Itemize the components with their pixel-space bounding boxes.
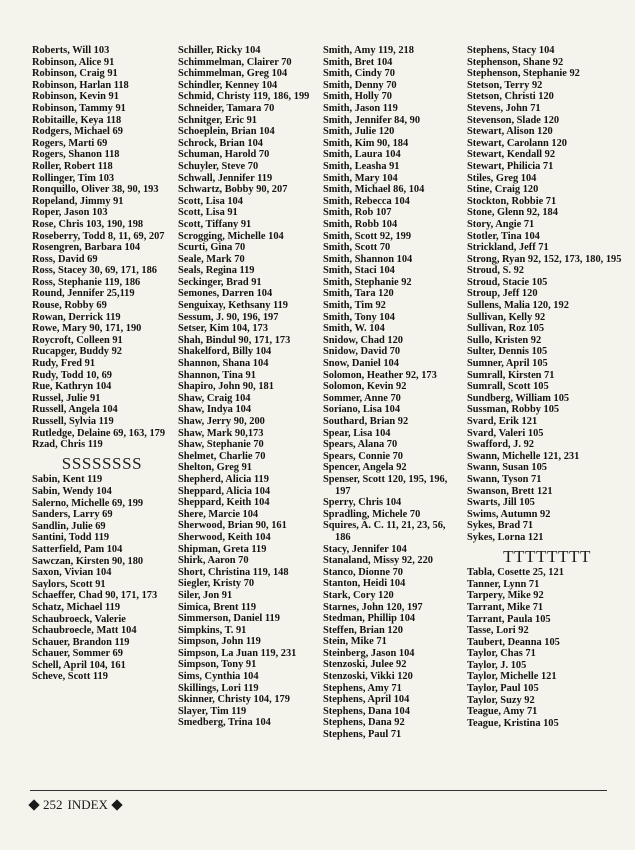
index-entry: Stiles, Greg 104	[467, 172, 537, 184]
index-entry: Stein, Mike 71	[323, 636, 387, 648]
index-entry: Smith, Kim 90, 184	[323, 137, 409, 149]
index-entry: Soriano, Lisa 104	[323, 404, 401, 416]
index-entry: Schuman, Harold 70	[178, 149, 270, 161]
index-entry: Stark, Cory 120	[323, 589, 394, 601]
index-entry: Seckinger, Brad 91	[178, 276, 262, 288]
index-entry: Sykes, Brad 71	[467, 520, 534, 532]
index-column-1	[32, 45, 172, 683]
index-entry: Starnes, John 120, 197	[323, 601, 423, 613]
index-entry: Satterfield, Pam 104	[32, 543, 123, 555]
index-column-2	[178, 45, 318, 729]
page-footer	[30, 797, 121, 813]
index-entry: Scheve, Scott 119	[32, 671, 108, 683]
index-entry: Sumrall, Kirsten 71	[467, 369, 555, 381]
index-entry: Russell, Angela 104	[32, 404, 118, 416]
index-entry: Saxon, Vivian 104	[32, 567, 112, 579]
index-entry: Tanner, Lynn 71	[467, 578, 540, 590]
index-entry: Sommer, Anne 70	[323, 392, 401, 404]
index-entry: Shapiro, John 90, 181	[178, 381, 274, 393]
index-entry: Spencer, Angela 92	[323, 462, 407, 474]
index-entry: Smith, Tara 120	[323, 288, 394, 300]
index-entry: Snow, Daniel 104	[323, 358, 399, 370]
index-entry: Roper, Jason 103	[32, 207, 108, 219]
index-entry: Schell, April 104, 161	[32, 659, 126, 671]
index-entry: Schrock, Brian 104	[178, 137, 263, 149]
index-entry: Spears, Alana 70	[323, 439, 398, 451]
index-entry: Rudy, Fred 91	[32, 358, 96, 370]
index-entry: Scrogging, Michelle 104	[178, 230, 284, 242]
index-entry: Stephens, Dana 92	[323, 717, 405, 729]
index-entry: Smith, Jason 119	[323, 102, 398, 114]
index-entry: Roseberry, Todd 8, 11, 69, 207	[32, 230, 165, 242]
index-entry: Rowan, Derrick 119	[32, 311, 121, 323]
index-entry: Shelton, Greg 91	[178, 462, 252, 474]
index-entry: Smith, Jennifer 84, 90	[323, 114, 421, 126]
index-entry: Scott, Lisa 91	[178, 207, 238, 219]
index-entry: Schauer, Brandon 119	[32, 636, 130, 648]
index-entry: Robinson, Alice 91	[32, 56, 115, 68]
index-entry: Smith, W. 104	[323, 323, 385, 335]
index-entry: Swims, Autumn 92	[467, 508, 551, 520]
index-entry: Tasse, Lori 92	[467, 625, 529, 637]
index-entry: Sullo, Kristen 92	[467, 334, 542, 346]
index-entry: Shirk, Aaron 70	[178, 555, 249, 567]
index-entry: Spears, Connie 70	[323, 450, 403, 462]
index-entry: Sullens, Malia 120, 192	[467, 300, 569, 312]
index-entry: Teague, Amy 71	[467, 706, 538, 718]
index-entry: Simpson, John 119	[178, 636, 261, 648]
index-entry: Swann, Susan 105	[467, 462, 547, 474]
index-entry: Rosengren, Barbara 104	[32, 242, 141, 254]
index-entry: Sims, Cynthia 104	[178, 671, 259, 683]
index-entry: Sabin, Wendy 104	[32, 485, 112, 497]
index-entry: Rodgers, Michael 69	[32, 126, 123, 138]
index-entry: Salerno, Michelle 69, 199	[32, 497, 144, 509]
index-entry: Sawczan, Kirsten 90, 180	[32, 555, 144, 567]
index-entry: Solomon, Kevin 92	[323, 381, 407, 393]
index-entry: Smith, Rebecca 104	[323, 195, 410, 207]
index-entry: Senguixay, Kethsany 119	[178, 300, 288, 312]
index-entry: Skinner, Christy 104, 179	[178, 694, 290, 706]
index-entry: Smith, Rob 107	[323, 207, 392, 219]
index-entry: Smith, Mary 104	[323, 172, 398, 184]
index-entry: Sykes, Lorna 121	[467, 531, 544, 543]
index-entry: Taylor, Suzy 92	[467, 694, 535, 706]
index-entry: Sussman, Robby 105	[467, 404, 560, 416]
index-entry: Ross, Stacey 30, 69, 171, 186	[32, 265, 157, 277]
index-entry: Stephens, April 104	[323, 694, 410, 706]
index-entry: Slayer, Tim 119	[178, 705, 247, 717]
index-entry: Simmerson, Daniel 119	[178, 613, 280, 625]
index-entry: Saylors, Scott 91	[32, 578, 106, 590]
index-entry: Schmid, Christy 119, 186, 199	[178, 91, 310, 103]
index-entry: Shaw, Jerry 90, 200	[178, 416, 265, 427]
index-entry: Shaw, Mark 90,173	[178, 427, 264, 439]
index-entry: Strickland, Jeff 71	[467, 242, 549, 254]
index-entry: Solomon, Heather 92, 173	[323, 369, 437, 381]
index-entry: Teague, Kristina 105	[467, 717, 559, 729]
index-entry: Stanton, Heidi 104	[323, 578, 406, 590]
page-number: 252	[43, 797, 63, 812]
index-entry: Rzad, Chris 119	[32, 439, 103, 451]
index-entry: Sperry, Chris 104	[323, 497, 402, 509]
index-entry: Swann, Michelle 121, 231	[467, 450, 580, 462]
index-entry: Schnitger, Eric 91	[178, 114, 257, 126]
index-entry: Roberts, Will 103	[32, 45, 110, 56]
index-entry: Robinson, Craig 91	[32, 68, 118, 80]
index-entry: Smith, Bret 104	[323, 56, 393, 68]
index-entry: Swafford, J. 92	[467, 439, 534, 451]
index-entry: Simpson, La Juan 119, 231	[178, 647, 297, 659]
index-entry: Ross, David 69	[32, 253, 98, 265]
index-entry: Roller, Robert 118	[32, 160, 113, 172]
index-entry: Ross, Stephanie 119, 186	[32, 276, 141, 288]
index-entry: Smith, Shannon 104	[323, 253, 413, 265]
index-entry: Schimmelman, Greg 104	[178, 68, 288, 80]
index-entry: Schatz, Michael 119	[32, 601, 121, 613]
index-entry: Stephenson, Stephanie 92	[467, 68, 580, 80]
index-entry: Stroud, Stacie 105	[467, 276, 548, 288]
index-entry: Smith, Denny 70	[323, 79, 397, 91]
index-entry: Shah, Bindul 90, 171, 173	[178, 334, 291, 346]
index-entry: Scott, Tiffany 91	[178, 218, 252, 230]
index-entry: Stroup, Jeff 120	[467, 288, 538, 300]
index-entry: Schiller, Ricky 104	[178, 45, 261, 56]
index-entry: Stotler, Tina 104	[467, 230, 540, 242]
index-entry: Scott, Lisa 104	[178, 195, 243, 207]
index-entry: Spenser, Scott 120, 195, 196, 197	[323, 473, 448, 497]
index-entry: Stenzoski, Vikki 120	[323, 671, 413, 683]
index-entry: Squires, A. C. 11, 21, 23, 56, 186	[323, 520, 446, 543]
index-entry: Schoeplein, Brian 104	[178, 126, 275, 138]
index-entry: Smith, Robb 104	[323, 218, 398, 230]
index-entry: Southard, Brian 92	[323, 416, 409, 427]
index-column-3	[323, 45, 463, 741]
index-entry: Russel, Julie 91	[32, 392, 101, 404]
index-entry: Smith, Scott 70	[323, 242, 391, 254]
index-entry: Smith, Tim 92	[323, 300, 386, 312]
index-entry: Snidow, David 70	[323, 346, 401, 358]
diamond-icon	[28, 799, 39, 810]
index-entry: Shere, Marcie 104	[178, 508, 259, 520]
index-entry: Schaeffer, Chad 90, 171, 173	[32, 590, 158, 602]
index-entry: Siler, Jon 91	[178, 589, 233, 601]
index-entry: Robinson, Harlan 118	[32, 79, 129, 91]
index-entry: Shaw, Indya 104	[178, 404, 252, 416]
index-entry: Taylor, Michelle 121	[467, 671, 557, 683]
index-entry: Steffen, Brian 120	[323, 624, 403, 636]
index-entry: Shaw, Craig 104	[178, 392, 251, 404]
index-entry: Smith, Leasha 91	[323, 160, 400, 172]
index-entry: Round, Jennifer 25,119	[32, 288, 135, 300]
index-entry: Sundberg, William 105	[467, 392, 570, 404]
index-entry: Smith, Holly 70	[323, 91, 392, 103]
footer-rule	[30, 790, 607, 791]
index-entry: Rogers, Marti 69	[32, 137, 108, 149]
index-entry: Sullivan, Roz 105	[467, 323, 545, 335]
index-entry: Setser, Kim 104, 173	[178, 323, 268, 335]
index-entry: Rogers, Shanon 118	[32, 149, 120, 161]
index-entry: Schaubroecle, Matt 104	[32, 625, 137, 637]
index-entry: Tarpery, Mike 92	[467, 590, 544, 602]
index-entry: Sanders, Larry 69	[32, 509, 113, 521]
index-entry: Simica, Brent 119	[178, 601, 257, 613]
index-entry: Sumner, April 105	[467, 358, 548, 370]
index-column-4	[467, 45, 627, 729]
index-entry: Siegler, Kristy 70	[178, 578, 255, 590]
index-entry: Tarrant, Mike 71	[467, 601, 544, 613]
index-entry: Stetson, Terry 92	[467, 79, 543, 91]
index-entry: Stephens, Paul 71	[323, 729, 402, 741]
index-entry: Rowe, Mary 90, 171, 190	[32, 323, 142, 335]
index-entry: Story, Angie 71	[467, 218, 535, 230]
index-entry: Taylor, Chas 71	[467, 648, 536, 660]
index-entry: Sherwood, Brian 90, 161	[178, 520, 287, 532]
index-entry: Schaubroeck, Valerie	[32, 613, 126, 625]
index-entry: Stockton, Robbie 71	[467, 195, 557, 207]
index-entry: Seals, Regina 119	[178, 265, 255, 277]
index-entry: Taubert, Deanna 105	[467, 636, 560, 648]
index-entry: Smith, Amy 119, 218	[323, 45, 414, 56]
index-entry: Ropeland, Jimmy 91	[32, 195, 124, 207]
index-entry: Schindler, Kenney 104	[178, 79, 278, 91]
index-entry: Svard, Valeri 105	[467, 427, 544, 439]
index-entry: Ronquillo, Oliver 38, 90, 193	[32, 184, 159, 196]
index-entry: Shannon, Shana 104	[178, 358, 269, 370]
index-entry: Spradling, Michele 70	[323, 508, 421, 520]
index-entry: Stewart, Carolann 120	[467, 137, 567, 149]
index-entry: Simpson, Tony 91	[178, 659, 257, 671]
index-entry: Stetson, Christi 120	[467, 91, 554, 103]
index-entry: Rutledge, Delaine 69, 163, 179	[32, 427, 166, 439]
index-entry: Stevens, John 71	[467, 102, 541, 114]
index-entry: Skillings, Lori 119	[178, 682, 259, 694]
index-entry: Smith, Laura 104	[323, 149, 401, 161]
index-entry: Stewart, Alison 120	[467, 126, 553, 138]
index-entry: Shannon, Tina 91	[178, 369, 256, 381]
index-entry: Swarts, Jill 105	[467, 497, 535, 509]
index-entry: Schauer, Sommer 69	[32, 648, 123, 660]
index-entry: Simpkins, T. 91	[178, 624, 247, 636]
index-entry: Smith, Scott 92, 199	[323, 230, 412, 242]
footer-label: INDEX	[67, 797, 108, 812]
index-entry: Stewart, Kendall 92	[467, 149, 556, 161]
index-entry: Rue, Kathryn 104	[32, 381, 112, 393]
index-entry: Stewart, Philicia 71	[467, 160, 554, 172]
index-entry: Steinberg, Jason 104	[323, 647, 415, 659]
index-entry: Swanson, Brett 121	[467, 485, 553, 497]
index-entry: Rose, Chris 103, 190, 198	[32, 218, 144, 230]
index-entry: Sulter, Dennis 105	[467, 346, 548, 358]
index-entry: Rucapger, Buddy 92	[32, 346, 122, 358]
index-entry: Robinson, Tammy 91	[32, 102, 126, 114]
index-entry: Taylor, Paul 105	[467, 683, 539, 695]
index-entry: Stanaland, Missy 92, 220	[323, 555, 433, 567]
index-entry: Rouse, Robby 69	[32, 300, 107, 312]
index-entry: Stephens, Dana 104	[323, 705, 410, 717]
index-entry: Stephenson, Shane 92	[467, 56, 564, 68]
index-entry: Sheppard, Keith 104	[178, 497, 270, 509]
index-entry: Swann, Tyson 71	[467, 473, 542, 485]
index-entry: Taylor, J. 105	[467, 659, 527, 671]
index-entry: Tabla, Cosette 25, 121	[467, 567, 564, 579]
index-entry: Smith, Stephanie 92	[323, 276, 412, 288]
index-entry: Shelmet, Charlie 70	[178, 450, 266, 462]
index-entry: Smith, Julie 120	[323, 126, 395, 138]
index-entry: Schwartz, Bobby 90, 207	[178, 184, 288, 196]
index-entry: Shepherd, Alicia 119	[178, 473, 269, 485]
index-entry: Sessum, J. 90, 196, 197	[178, 311, 279, 323]
index-entry: Tarrant, Paula 105	[467, 613, 551, 625]
index-entry: Santini, Todd 119	[32, 532, 110, 544]
index-entry: Stroud, S. 92	[467, 265, 524, 277]
index-entry: Short, Christina 119, 148	[178, 566, 289, 578]
index-entry: Smith, Tony 104	[323, 311, 395, 323]
index-entry: Seale, Mark 70	[178, 253, 245, 265]
index-entry: Rollinger, Tim 103	[32, 172, 115, 184]
index-entry: Sherwood, Keith 104	[178, 531, 271, 543]
section-header: SSSSSSSS	[61, 453, 143, 473]
index-entry: Stedman, Phillip 104	[323, 613, 416, 625]
section-header: TTTTTTTT	[503, 546, 591, 566]
index-entry: Sullivan, Kelly 92	[467, 311, 546, 323]
index-entry: Snidow, Chad 120	[323, 334, 403, 346]
index-entry: Rudy, Todd 10, 69	[32, 369, 112, 381]
index-entry: Stevenson, Slade 120	[467, 114, 560, 126]
index-entry: Semones, Darren 104	[178, 288, 273, 300]
index-entry: Scurti, Gina 70	[178, 242, 246, 254]
index-entry: Stacy, Jennifer 104	[323, 543, 407, 555]
index-entry: Schwall, Jennifer 119	[178, 172, 273, 184]
index-entry: Sheppard, Alicia 104	[178, 485, 271, 497]
index-entry: Strong, Ryan 92, 152, 173, 180, 195	[467, 253, 622, 265]
index-entry: Smith, Staci 104	[323, 265, 395, 277]
diamond-icon	[111, 799, 122, 810]
index-entry: Shipman, Greta 119	[178, 543, 267, 555]
index-entry: Smedberg, Trina 104	[178, 717, 271, 729]
index-entry: Svard, Erik 121	[467, 416, 538, 427]
index-entry: Stanco, Dionne 70	[323, 566, 403, 578]
index-entry: Shaw, Stephanie 70	[178, 439, 264, 451]
index-entry: Russell, Sylvia 119	[32, 416, 114, 427]
index-entry: Stephens, Amy 71	[323, 682, 402, 694]
index-entry: Roycroft, Colleen 91	[32, 334, 123, 346]
index-entry: Robinson, Kevin 91	[32, 91, 119, 103]
index-entry: Stephens, Stacy 104	[467, 45, 555, 56]
index-entry: Schneider, Tamara 70	[178, 102, 275, 114]
index-entry: Stone, Glenn 92, 184	[467, 207, 558, 219]
index-entry: Sandlin, Julie 69	[32, 520, 106, 532]
index-entry: Smith, Michael 86, 104	[323, 184, 425, 196]
index-entry: Robitaille, Keya 118	[32, 114, 122, 126]
index-entry: Schimmelman, Clairer 70	[178, 56, 292, 68]
index-entry: Stine, Craig 120	[467, 184, 539, 196]
index-entry: Stenzoski, Julee 92	[323, 659, 407, 671]
index-entry: Spear, Lisa 104	[323, 427, 391, 439]
index-entry: Schuyler, Steve 70	[178, 160, 259, 172]
index-entry: Shakelford, Billy 104	[178, 346, 272, 358]
index-entry: Sumrall, Scott 105	[467, 381, 549, 393]
index-entry: Smith, Cindy 70	[323, 68, 395, 80]
index-entry: Sabin, Kent 119	[32, 474, 103, 486]
